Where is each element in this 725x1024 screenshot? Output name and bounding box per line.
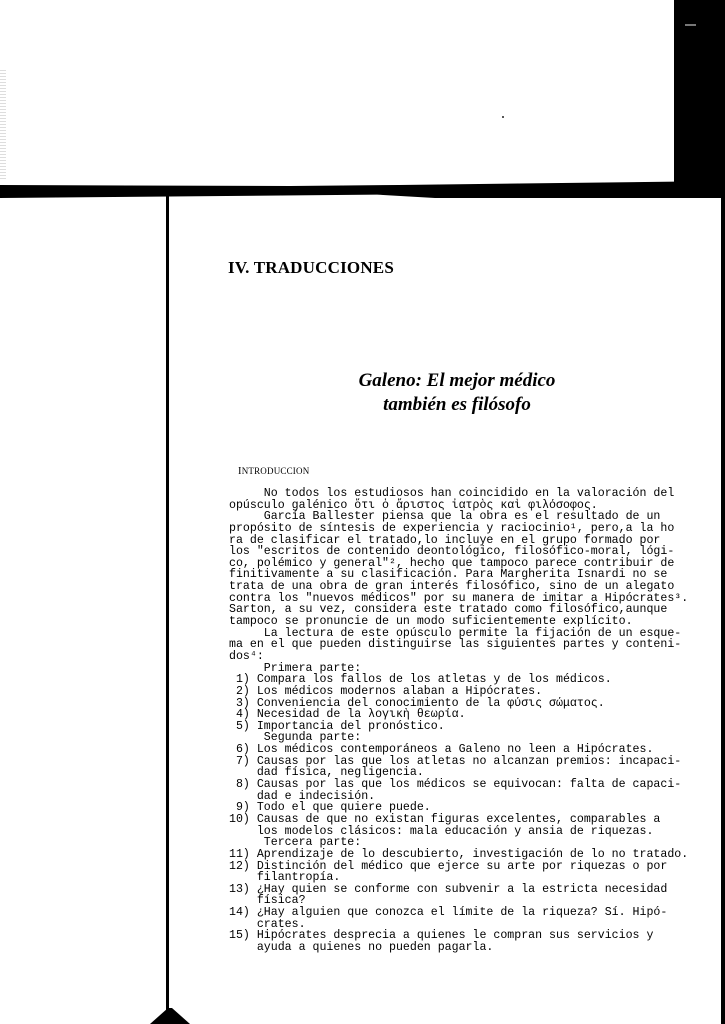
text-line: trata de una obra de gran interés filosófico, sino de un alegato bbox=[229, 580, 675, 594]
text-line: co, polémico y general"², hecho que tampoco parece contribuir de bbox=[229, 556, 675, 570]
text-line: Primera parte: bbox=[229, 661, 362, 675]
text-line: 4) Necesidad de la λογικὴ θεωρία. bbox=[229, 708, 466, 722]
text-line: tampoco se pronuncie de un modo suficientemente explícito. bbox=[229, 615, 633, 629]
scan-border-corner bbox=[674, 185, 725, 193]
text-line: física? bbox=[229, 894, 306, 908]
text-line: Segunda parte: bbox=[229, 731, 362, 745]
text-line: los "escritos de contenido deontológico, filosófico-moral, lógi- bbox=[229, 545, 675, 559]
text-line: dad e indecisión. bbox=[229, 789, 376, 803]
text-line: 10) Causas de que no existan figuras excelentes, comparables a bbox=[229, 812, 661, 826]
section-heading: IV. TRADUCCIONES bbox=[228, 258, 395, 277]
text-line: ma en el que pueden distinguirse las siguientes partes y conteni- bbox=[229, 638, 682, 652]
text-line: 14) ¿Hay alguien que conozca el límite de la riqueza? Sí. Hipó- bbox=[229, 906, 668, 920]
text-line: dos⁴: bbox=[229, 649, 264, 663]
text-line: La lectura de este opúsculo permite la fijación de un esque- bbox=[229, 626, 682, 640]
text-line: Tercera parte: bbox=[229, 836, 362, 850]
scan-border-right-top bbox=[674, 0, 725, 195]
text-line: 6) Los médicos contemporáneos a Galeno no leen a Hipócrates. bbox=[229, 743, 654, 757]
title-line-1: Galeno: El mejor médico bbox=[358, 370, 556, 391]
text-line: finitivamente a su clasificación. Para Margherita Isnardi no se bbox=[229, 568, 668, 582]
introduction-label bbox=[238, 466, 309, 477]
intro-label-rest: NTRODUCCION bbox=[241, 466, 310, 476]
page-edge-foot bbox=[150, 1008, 190, 1024]
article-title bbox=[300, 369, 614, 417]
text-line: dad física, negligencia. bbox=[229, 766, 424, 780]
text-line: 12) Distinción del médico que ejerce su arte por riquezas o por bbox=[229, 859, 668, 873]
scan-edge-noise bbox=[0, 70, 6, 180]
text-line: 8) Causas por las que los médicos se equivocan: falta de capaci- bbox=[229, 778, 682, 792]
intro-label-initial: I bbox=[238, 466, 242, 477]
text-line: 1) Compara los fallos de los atletas y de los médicos. bbox=[229, 673, 612, 687]
text-line: 2) Los médicos modernos alaban a Hipócrates. bbox=[229, 684, 543, 698]
text-line: los modelos clásicos: mala educación y ansia de riquezas. bbox=[229, 824, 654, 838]
body-text bbox=[229, 488, 719, 954]
text-line: No todos los estudiosos han coincidido en la valoración del bbox=[229, 487, 675, 500]
text-line: 7) Causas por las que los atletas no alcanzan premios: incapaci- bbox=[229, 754, 682, 768]
text-line: Sarton, a su vez, considera este tratado como filosófico,aunque bbox=[229, 603, 668, 617]
text-line: ra de clasificar el tratado,lo incluye en el grupo formado por bbox=[229, 533, 661, 547]
text-line: opúsculo galénico ὅτι ὁ ἄριστος ἰατρὸς καὶ φιλόσοφος. bbox=[229, 498, 598, 512]
text-line: 3) Conveniencia del conocimiento de la φύσις σώματος. bbox=[229, 696, 605, 710]
text-line: 9) Todo el que quiere puede. bbox=[229, 801, 431, 815]
text-line: 5) Importancia del pronóstico. bbox=[229, 719, 445, 733]
page-left-edge bbox=[166, 195, 169, 1015]
text-line: 11) Aprendizaje de lo descubierto, investigación de lo no tratado. bbox=[229, 847, 689, 861]
scan-top-margin bbox=[0, 0, 725, 184]
scan-speck bbox=[502, 116, 504, 118]
text-line: propósito de síntesis de experiencia y raciocinio¹, pero,a la ho bbox=[229, 521, 675, 535]
title-line-2: también es filósofo bbox=[383, 394, 531, 415]
text-line: ayuda a quienes no pueden pagarla. bbox=[229, 940, 494, 954]
scan-mark bbox=[685, 24, 696, 26]
text-line: García Ballester piensa que la obra es el resultado de un bbox=[229, 510, 661, 524]
text-line: crates. bbox=[229, 917, 306, 931]
page-right-edge bbox=[721, 193, 725, 1024]
text-line: contra los "nuevos médicos" por su manera de imitar a Hipócrates³. bbox=[229, 591, 689, 605]
text-line: 13) ¿Hay quien se conforme con subvenir a la estricta necesidad bbox=[229, 882, 668, 896]
text-line: 15) Hipócrates desprecia a quienes le compran sus servicios y bbox=[229, 929, 654, 943]
text-line: filantropía. bbox=[229, 871, 341, 885]
